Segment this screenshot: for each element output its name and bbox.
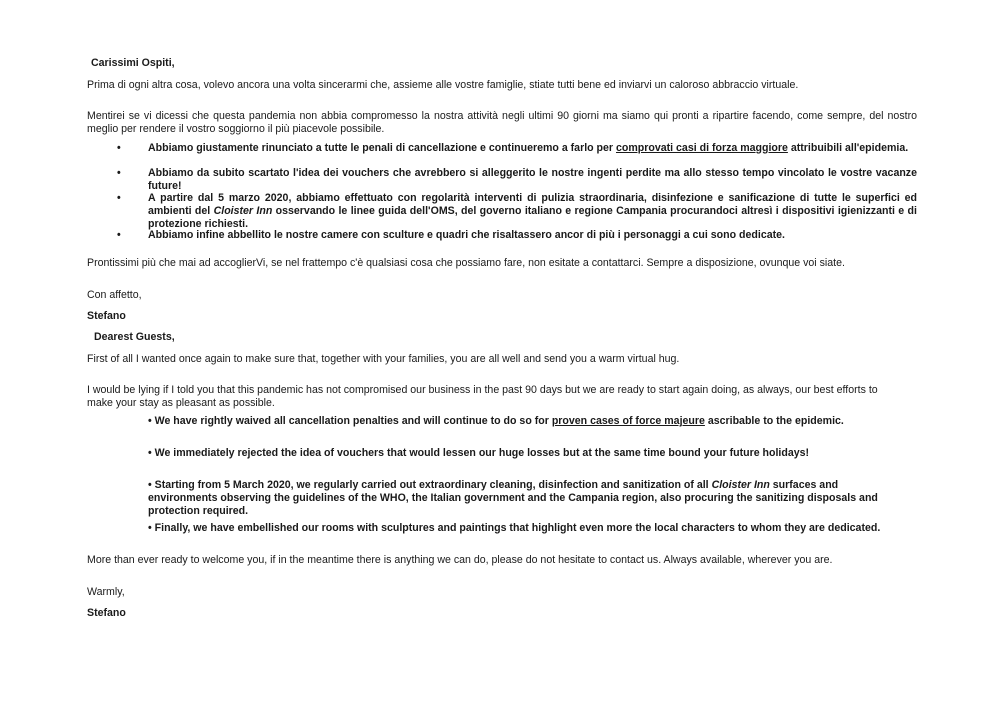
english-paragraph-2: I would be lying if I told you that this pandemic has not compromised our business in the past 90 days but we are ready to start again doing, as always, our best efforts to make your stay as pleasant as possible. [87, 384, 878, 409]
english-bullet-1-post: ascribable to the epidemic. [704, 415, 844, 427]
italian-bullet-3-pre: A partire dal 5 marzo 2020, abbiamo effettuato con regolarità interventi di pulizia straordinaria, disinfezione e sanificazione di tutte le superfici ed ambienti del [148, 192, 917, 217]
italian-signoff: Con affetto, [87, 289, 142, 301]
italian-bullet-3-text [148, 192, 917, 231]
bullet-icon: • [117, 192, 121, 204]
italian-paragraph-1: Prima di ogni altra cosa, volevo ancora una volta sincerarmi che, assieme alle vostre famiglie, stiate tutti bene ed inviarvi un caloroso abbraccio virtuale. [87, 79, 799, 91]
italian-bullet-3 [117, 192, 917, 231]
italian-signature: Stefano [87, 310, 126, 322]
italian-paragraph-2: Mentirei se vi dicessi che questa pandemia non abbia compromesso la nostra attività negli ultimi 90 giorni ma siamo qui pronti a ripartire facendo, come sempre, del nostro meglio per rendere il vostro soggiorno il più piacevole possibile. [87, 110, 917, 135]
bullet-icon: • [117, 167, 121, 179]
italian-bullet-2 [117, 167, 917, 193]
italian-bullet-1 [117, 142, 917, 155]
force-majeure-italian-text: comprovati casi di forza maggiore [616, 142, 788, 154]
italian-bullet-4-text: Abbiamo infine abbellito le nostre camere con sculture e quadri che risaltassero ancor di più i personaggi a cui sono dedicate. [148, 229, 785, 241]
italian-greeting: Carissimi Ospiti, [91, 57, 175, 69]
english-bullet-3-post: surfaces and environments observing the guidelines of the WHO, the Italian government and the Campania region, also procuring the sanitizing disposals and protection required. [148, 479, 878, 517]
english-signoff: Warmly, [87, 586, 125, 598]
english-bullet-1 [148, 415, 900, 428]
italian-bullet-2-text: Abbiamo da subito scartato l'idea dei vouchers che avrebbero si alleggerito le nostre ingenti perdite ma allo stesso tempo vincolato le vostre vacanze future! [148, 167, 917, 192]
bullet-icon: • [117, 142, 121, 154]
italian-bullet-4 [117, 229, 917, 242]
force-majeure-english-text: proven cases of force majeure [551, 415, 705, 427]
english-bullet-1-pre: • We have rightly waived all cancellation penalties and will continue to do so for [148, 415, 552, 427]
italian-closing: Prontissimi più che mai ad accoglierVi, se nel frattempo c'è qualsiasi cosa che possiamo fare, non esitate a contattarci. Sempre a disposizione, ovunque voi siate. [87, 257, 845, 269]
english-bullet-3 [148, 479, 900, 518]
italian-bullet-1-text [148, 142, 917, 155]
english-bullet-2: • We immediately rejected the idea of vouchers that would lessen our huge losses but at the same time bound your future holidays! [148, 447, 810, 459]
bullet-icon: • [117, 229, 121, 241]
italian-bullet-3-post: osservando le linee guida dell'OMS, del governo italiano e regione Campania procurandoci altresì i dispositivi igienizzanti e di protezione richiesti. [148, 205, 917, 230]
english-bullet-3-pre: • Starting from 5 March 2020, we regularly carried out extraordinary cleaning, disinfection and sanitization of all [148, 479, 712, 491]
cloister-inn-english-name: Cloister Inn [711, 479, 770, 491]
english-closing: More than ever ready to welcome you, if in the meantime there is anything we can do, please do not hesitate to contact us. Always available, wherever you are. [87, 554, 833, 566]
italian-bullet-1-post: attribuibili all'epidemia. [787, 142, 909, 154]
english-bullet-4: • Finally, we have embellished our rooms with sculptures and paintings that highlight even more the local characters to whom they are dedicated. [148, 522, 881, 534]
cloister-inn-italian-name: Cloister Inn [213, 205, 273, 217]
english-greeting: Dearest Guests, [94, 331, 175, 343]
italian-bullet-1-pre: Abbiamo giustamente rinunciato a tutte le penali di cancellazione e continueremo a farlo per [148, 142, 616, 154]
english-signature: Stefano [87, 607, 126, 619]
english-paragraph-1: First of all I wanted once again to make sure that, together with your families, you are all well and send you a warm virtual hug. [87, 353, 680, 365]
